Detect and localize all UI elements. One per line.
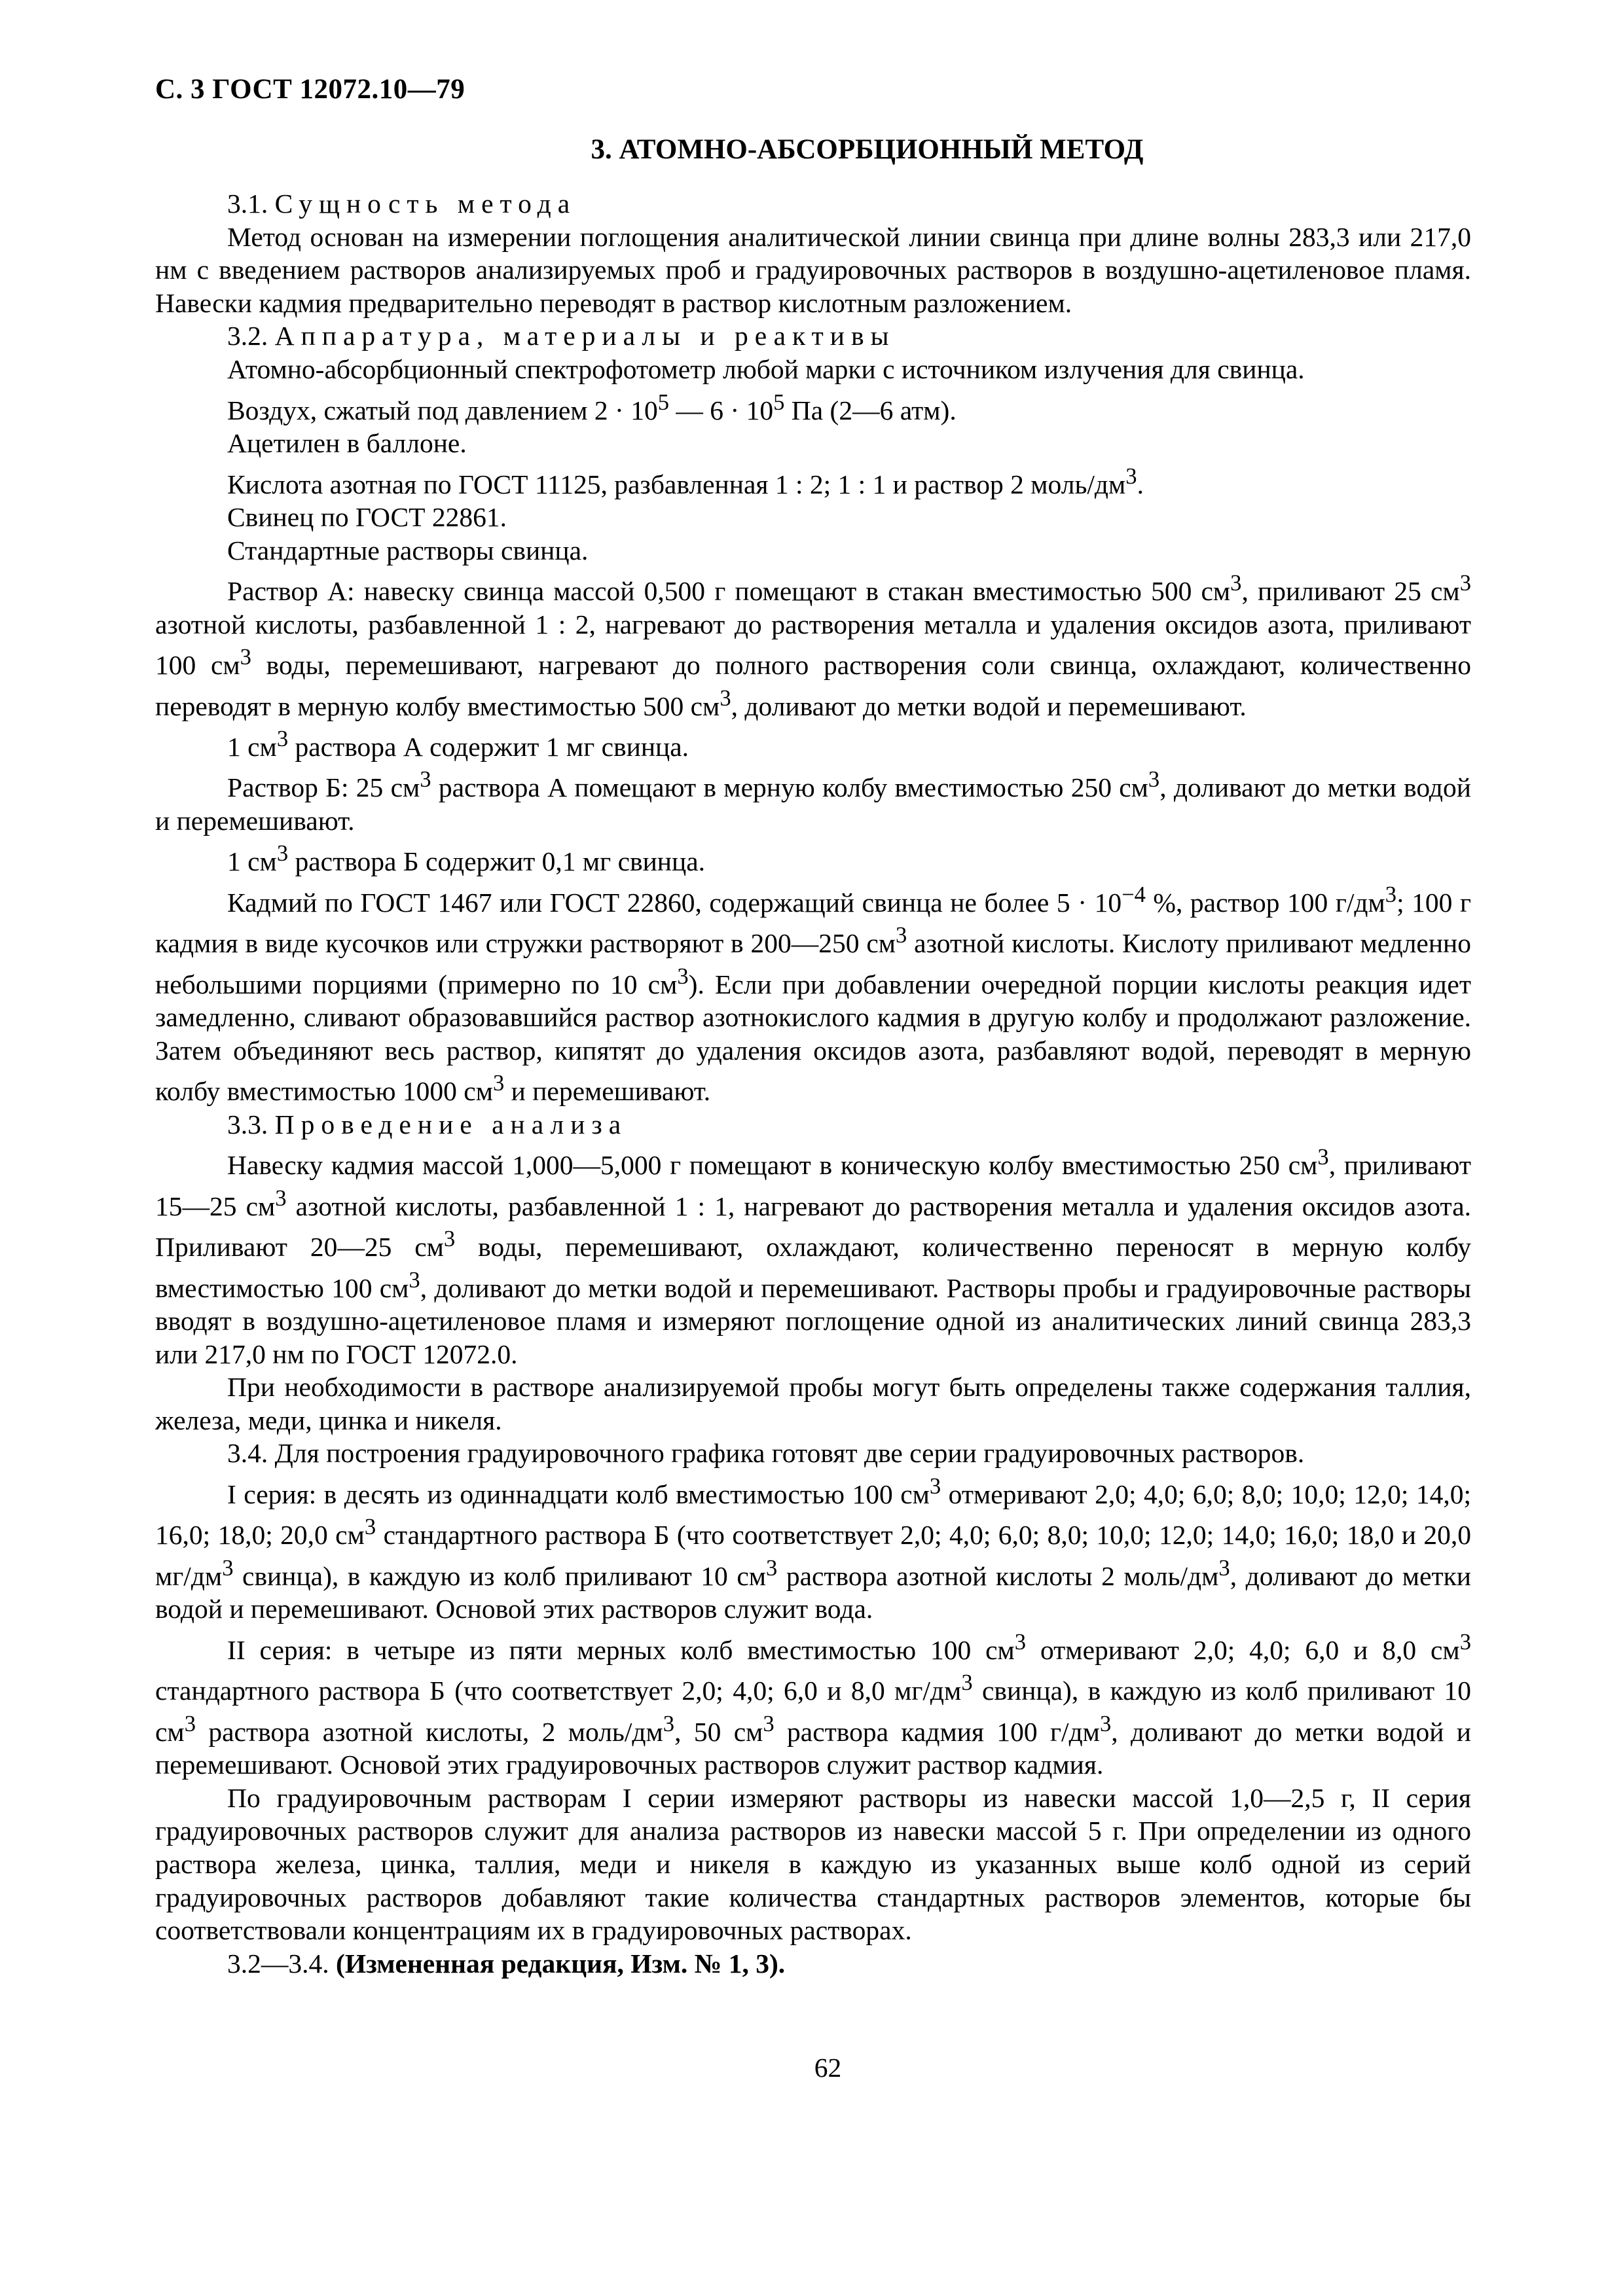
document-body bbox=[155, 187, 1471, 1980]
paragraph: По градуировочным растворам I серии измеряют растворы из навески массой 1,0—2,5 г, II серия градуировочных растворов служит для анализа растворов из навески массой 5 г. При определении из одного раствора железа, цинка, таллия, меди и никеля в каждую из указанных выше колб одной из серий градуировочных растворов добавляют такие количества стандартных растворов элементов, которые бы соответствовали концентрациям их в градуировочных растворах. bbox=[155, 1782, 1471, 1946]
paragraph: I серия: в десять из одиннадцати колб вместимостью 100 $см^3$ отмеривают 2,0; 4,0; 6,0; 8,0; 10,0; 12,0; 14,0; 16,0; 18,0; 20,0 $см^3$ стандартного раствора Б (что соответствует 2,0; 4,0; 6,0; 8,0; 10,0; 12,0; 14,0; 16,0; 18,0 и 20,0 $мг/дм^3$ свинца), в каждую из колб приливают 10 $см^3$ раствора азотной кислоты 2 моль/$дм^3$, доливают до метки водой и перемешивают. Основой этих растворов служит вода. bbox=[155, 1474, 1472, 1624]
subsection-3-2-heading: 3.2. Аппаратура, материалы и реактивы bbox=[227, 321, 896, 351]
paragraph: Навеску кадмия массой 1,000—5,000 г помещают в коническую колбу вместимостью 250 $см^3$, приливают 15—25 $см^3$ азотной кислоты, разбавленной 1 : 1, нагревают до растворения металла и удаления оксидов азота. Приливают 20—25 $см^3$ воды, перемешивают, охлаждают, количественно переносят в мерную колбу вместимостью 100 $см^3$, доливают до метки водой и перемешивают. Растворы пробы и градуировочные растворы вводят в воздушно-ацетиленовое пламя и измеряют поглощение одной из аналитических линий свинца 283,3 или 217,0 нм по ГОСТ 12072.0. bbox=[155, 1145, 1471, 1369]
paragraph: Стандартные растворы свинца. bbox=[227, 535, 589, 565]
paragraph: Свинец по ГОСТ 22861. bbox=[227, 502, 507, 532]
paragraph: Атомно-абсорбционный спектрофотометр любой марки с источником излучения для свинца. bbox=[227, 353, 1305, 384]
paragraph: 1 $см^3$ раствора Б содержит 0,1 мг свинца. bbox=[227, 841, 706, 877]
paragraph: 1 $см^3$ раствора А содержит 1 мг свинца. bbox=[227, 726, 689, 762]
paragraph: Раствор А: навеску свинца массой 0,500 г помещают в стакан вместимостью 500 $см^3$, приливают 25 $см^3$ азотной кислоты, разбавленной 1 : 2, нагревают до растворения металла и удаления оксидов азота, приливают 100 $см^3$ воды, перемешивают, нагревают до полного растворения соли свинца, охлаждают, количественно переводят в мерную колбу вместимостью 500 $см^3$, доливают до метки водой и перемешивают. bbox=[155, 571, 1471, 721]
paragraph: Метод основан на измерении поглощения аналитической линии свинца при длине волны 283,3 или 217,0 нм с введением растворов анализируемых проб и градуировочных растворов в воздушно-ацетиленовое пламя. Навески кадмия предварительно переводят в раствор кислотным разложением. bbox=[155, 221, 1471, 318]
paragraph: При необходимости в растворе анализируемой пробы могут быть определены также содержания таллия, железа, меди, цинка и никеля. bbox=[155, 1372, 1471, 1435]
paragraph: 3.4. Для построения градуировочного графика готовят две серии градуировочных растворов. bbox=[227, 1438, 1305, 1469]
paragraph: Воздух, сжатый под давлением $2 \cdot 10^5$ — $6 \cdot 10^5$ Па (2—6 атм). bbox=[227, 389, 957, 425]
paragraph: Ацетилен в баллоне. bbox=[227, 427, 467, 458]
section-title: 3. АТОМНО-АБСОРБЦИОННЫЙ МЕТОД bbox=[591, 134, 1144, 165]
subsection-3-1-heading: 3.1. Сущность метода bbox=[227, 188, 577, 219]
paragraph: Раствор Б: 25 $см^3$ раствора А помещают в мерную колбу вместимостью 250 $см^3$, доливают до метки водой и перемешивают. bbox=[155, 767, 1471, 836]
paragraph: II серия: в четыре из пяти мерных колб вместимостью 100 $см^3$ отмеривают 2,0; 4,0; 6,0 и 8,0 $см^3$ стандартного раствора Б (что соответствует 2,0; 4,0; 6,0 и 8,0 $мг/дм^3$ свинца), в каждую из колб приливают 10 $см^3$ раствора азотной кислоты, 2 моль/$дм^3$, 50 $см^3$ раствора кадмия 100 $г/дм^3$, доливают до метки водой и перемешивают. Основой этих градуировочных растворов служит раствор кадмия. bbox=[155, 1629, 1472, 1780]
paragraph: Кадмий по ГОСТ 1467 или ГОСТ 22860, содержащий свинца не более $5 \cdot 10^{-4}$ %, раствор 100 $г/дм^3$; 100 г кадмия в виде кусочков или стружки растворяют в 200—250 $см^3$ азотной кислоты. Кислоту приливают медленно небольшими порциями (примерно по 10 $см^3$). Если при добавлении очередной порции кислоты реакция идет замедленно, сливают образовавшийся раствор азотнокислого кадмия в другую колбу и продолжают разложение. Затем объединяют весь раствор, кипятят до удаления оксидов азота, разбавляют водой, переводят в мерную колбу вместимостью 1000 $см^3$ и перемешивают. bbox=[155, 882, 1471, 1107]
amendment-note: 3.2—3.4. (Измененная редакция, Изм. № 1, 3). bbox=[227, 1948, 786, 1979]
running-header: С. 3 ГОСТ 12072.10—79 bbox=[155, 74, 465, 105]
paragraph: Кислота азотная по ГОСТ 11125, разбавленная 1 : 2; 1 : 1 и раствор 2 моль/$дм^3$. bbox=[227, 463, 1144, 499]
subsection-3-3-heading: 3.3. Проведение анализа bbox=[227, 1109, 628, 1139]
page-number: 62 bbox=[814, 2053, 842, 2083]
